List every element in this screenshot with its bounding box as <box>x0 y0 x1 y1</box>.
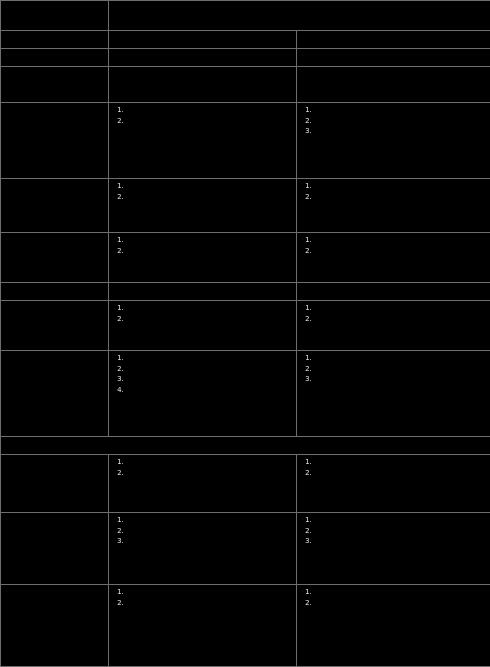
table-cell <box>109 31 297 49</box>
list-item <box>126 246 293 257</box>
list-item <box>126 353 293 364</box>
list-item <box>314 181 487 192</box>
list-item <box>314 515 487 526</box>
list-item <box>126 105 293 116</box>
list-item <box>314 192 487 203</box>
list-item <box>126 116 293 127</box>
table-row <box>1 455 490 513</box>
numbered-list <box>300 515 487 547</box>
numbered-list <box>112 105 293 126</box>
table-cell <box>1 437 490 455</box>
numbered-list <box>300 235 487 256</box>
table-cell <box>109 455 297 513</box>
list-item <box>314 598 487 609</box>
list-item <box>126 587 293 598</box>
table-cell <box>1 103 109 179</box>
table-cell <box>1 283 109 301</box>
numbered-list <box>112 181 293 202</box>
numbered-list <box>300 587 487 608</box>
table-cell <box>297 179 490 233</box>
table-cell <box>1 351 109 437</box>
list-item <box>314 587 487 598</box>
list-item <box>126 374 293 385</box>
list-item <box>314 526 487 537</box>
table-row <box>1 351 490 437</box>
numbered-list <box>112 353 293 395</box>
list-item <box>314 126 487 137</box>
table-cell <box>297 31 490 49</box>
table-cell <box>109 67 297 103</box>
list-item <box>126 235 293 246</box>
table-cell <box>1 179 109 233</box>
table-cell <box>297 67 490 103</box>
list-item <box>126 303 293 314</box>
table-cell <box>297 351 490 437</box>
list-item <box>314 364 487 375</box>
table-cell <box>109 103 297 179</box>
table-cell <box>109 233 297 283</box>
table-cell <box>297 233 490 283</box>
table-cell <box>297 103 490 179</box>
table-cell <box>297 513 490 585</box>
table-cell <box>109 1 490 31</box>
list-item <box>126 364 293 375</box>
table-cell <box>109 283 297 301</box>
list-item <box>314 468 487 479</box>
table-cell <box>109 301 297 351</box>
table-row <box>1 67 490 103</box>
table-row <box>1 513 490 585</box>
list-item <box>314 116 487 127</box>
table-cell <box>109 351 297 437</box>
table-cell <box>297 49 490 67</box>
table-cell <box>109 585 297 667</box>
table-cell <box>109 179 297 233</box>
table-cell <box>1 67 109 103</box>
list-item <box>314 246 487 257</box>
numbered-list <box>300 303 487 324</box>
table-cell <box>1 301 109 351</box>
numbered-list <box>300 105 487 137</box>
table-row <box>1 103 490 179</box>
list-item <box>314 303 487 314</box>
numbered-list <box>300 353 487 385</box>
table-row <box>1 233 490 283</box>
list-item <box>126 536 293 547</box>
table-cell <box>297 585 490 667</box>
numbered-list <box>112 515 293 547</box>
list-item <box>126 598 293 609</box>
list-item <box>314 105 487 116</box>
table-cell <box>297 455 490 513</box>
table-row <box>1 585 490 667</box>
table-row <box>1 49 490 67</box>
table-cell <box>1 455 109 513</box>
list-item <box>314 374 487 385</box>
list-item <box>126 385 293 396</box>
table-row <box>1 1 490 31</box>
list-item <box>126 181 293 192</box>
list-item <box>126 314 293 325</box>
table-cell <box>1 49 109 67</box>
table-cell <box>109 49 297 67</box>
list-item <box>314 235 487 246</box>
list-item <box>126 468 293 479</box>
table-cell <box>297 301 490 351</box>
table-row <box>1 283 490 301</box>
numbered-list <box>112 457 293 478</box>
list-item <box>126 192 293 203</box>
table-cell <box>1 233 109 283</box>
table-row <box>1 437 490 455</box>
list-item <box>126 515 293 526</box>
list-item <box>314 457 487 468</box>
numbered-list <box>112 235 293 256</box>
list-item <box>314 353 487 364</box>
table-body <box>1 1 490 667</box>
table-cell <box>1 1 109 31</box>
numbered-list <box>112 303 293 324</box>
list-item <box>126 526 293 537</box>
list-item <box>314 536 487 547</box>
table-row <box>1 179 490 233</box>
numbered-list <box>300 181 487 202</box>
table-cell <box>297 283 490 301</box>
table-row <box>1 31 490 49</box>
numbered-list <box>300 457 487 478</box>
table-cell <box>109 513 297 585</box>
table-cell <box>1 31 109 49</box>
table-cell <box>1 585 109 667</box>
list-item <box>314 314 487 325</box>
table-cell <box>1 513 109 585</box>
list-item <box>126 457 293 468</box>
table-row <box>1 301 490 351</box>
numbered-list <box>112 587 293 608</box>
